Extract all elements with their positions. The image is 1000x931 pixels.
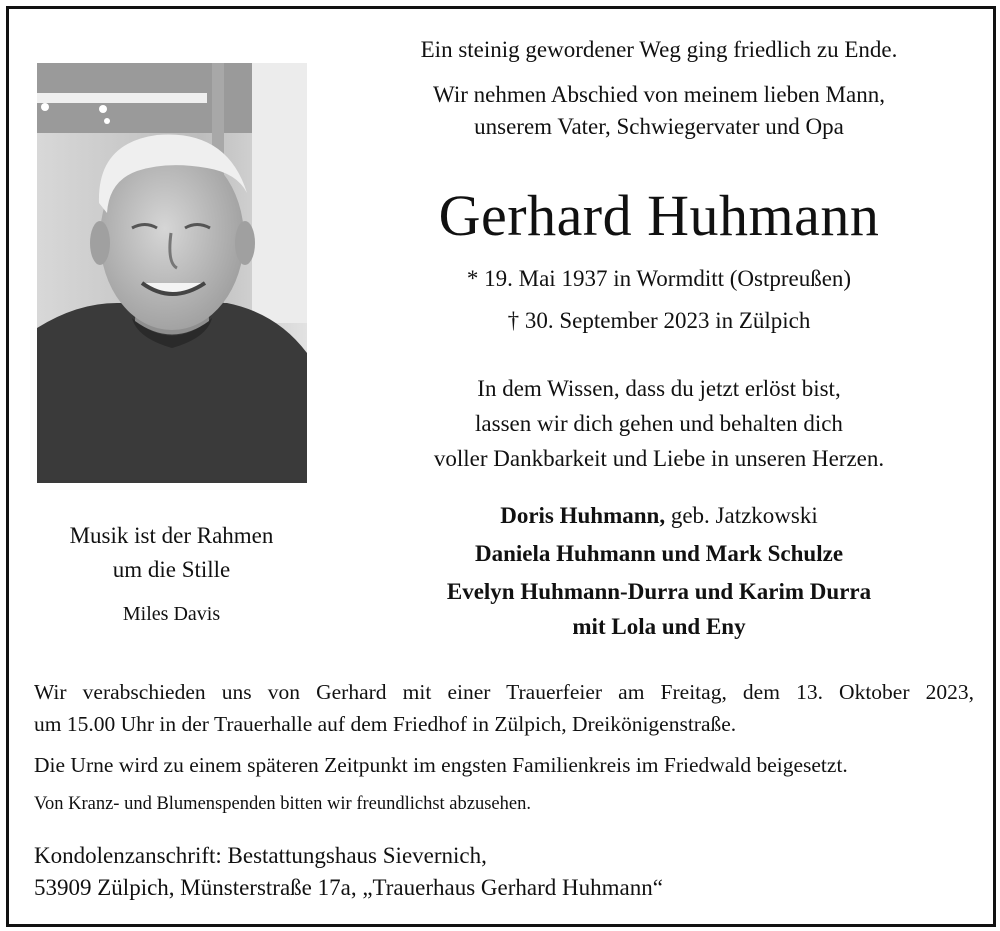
- obituary-notice: [6, 6, 996, 927]
- funeral-line-1: Wir verabschieden uns von Gerhard mit einer Trauerfeier am Freitag, dem 13. Oktober 2023,: [34, 680, 974, 704]
- spouse-maiden-name: geb. Jatzkowski: [665, 503, 818, 528]
- poem-line-1: In dem Wissen, dass du jetzt erlöst bist,: [477, 376, 841, 401]
- poem-line-2: lassen wir dich gehen und behalten dich: [475, 411, 843, 436]
- urn-notice: Die Urne wird zu einem späteren Zeitpunkt im engsten Familienkreis im Friedwald beigesetzt.: [34, 753, 848, 777]
- portrait-illustration: [37, 63, 307, 483]
- funeral-line-2: um 15.00 Uhr in der Trauerhalle auf dem Friedhof in Zülpich, Dreikönigenstraße.: [34, 712, 737, 736]
- poem-line-3: voller Dankbarkeit und Liebe in unseren Herzen.: [433, 446, 885, 471]
- flowers-notice: Von Kranz- und Blumenspenden bitten wir freundlichst abzusehen.: [34, 794, 531, 814]
- quote-line-1: Musik ist der Rahmen: [69, 523, 274, 548]
- family-line-2: Daniela Huhmann und Mark Schulze: [474, 541, 844, 566]
- condolence-line-2: 53909 Zülpich, Münsterstraße 17a, „Trauerhaus Gerhard Huhmann“: [34, 875, 663, 900]
- intro-line-1: Ein steinig gewordener Weg ging friedlich zu Ende.: [420, 37, 898, 62]
- quote-line-2: um die Stille: [112, 557, 231, 582]
- birth-date: * 19. Mai 1937 in Wormditt (Ostpreußen): [466, 266, 852, 291]
- death-date: † 30. September 2023 in Zülpich: [507, 308, 811, 333]
- intro-line-3: unserem Vater, Schwiegervater und Opa: [474, 114, 844, 139]
- family-line-4: mit Lola und Eny: [572, 614, 746, 639]
- family-line-3: Evelyn Huhmann-Durra und Karim Durra: [446, 579, 872, 604]
- family-spouse: [309, 501, 1000, 531]
- quote-author: Miles Davis: [122, 603, 221, 625]
- spouse-name: Doris Huhmann,: [500, 503, 666, 528]
- condolence-line-1: Kondolenzanschrift: Bestattungshaus Sievernich,: [34, 843, 487, 868]
- portrait-photo: [37, 63, 307, 483]
- deceased-name: Gerhard Huhmann: [438, 183, 880, 248]
- intro-line-2: Wir nehmen Abschied von meinem lieben Mann,: [433, 82, 885, 107]
